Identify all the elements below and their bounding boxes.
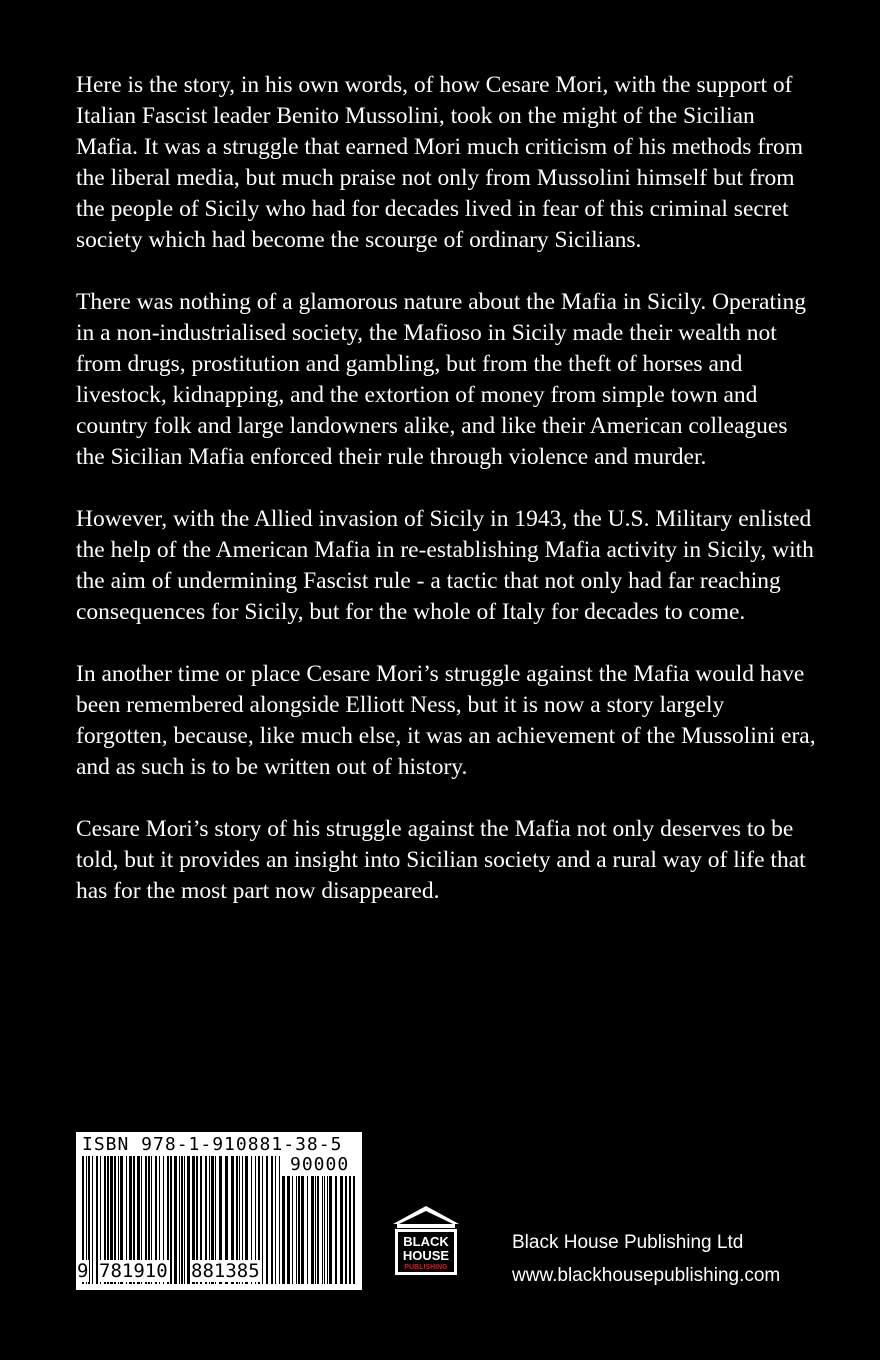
price-code: 90000 xyxy=(290,1154,350,1175)
black-house-logo xyxy=(387,1202,465,1278)
blurb-paragraph: However, with the Allied invasion of Sicily in 1943, the U.S. Military enlisted the help of the American Mafia in re-establishing Mafia activity in Sicily, with the aim of undermining Fascist rule - a tactic that not only had far reaching consequences for Sicily, but for the whole of Italy for decades to come. xyxy=(76,506,814,625)
logo-text-house: HOUSE xyxy=(402,1248,450,1263)
back-cover-blurb xyxy=(76,70,816,938)
ean-digit-first: 9 xyxy=(77,1260,89,1282)
ean-digit-group-1: 781910 xyxy=(99,1260,168,1282)
publisher-info xyxy=(512,1226,780,1292)
ean-digits xyxy=(76,1260,280,1286)
logo-text-black: BLACK xyxy=(403,1234,449,1249)
blurb-paragraph: There was nothing of a glamorous nature about the Mafia in Sicily. Operating in a non-industrialised society, the Mafioso in Sicily made their wealth not from drugs, prostitution and gambling, but from the theft of horses and livestock, kidnapping, and the extortion of money from simple town and country folk and large landowners alike, and like their American colleagues the Sicilian Mafia enforced their rule through violence and murder. xyxy=(76,289,807,470)
blurb-paragraph: In another time or place Cesare Mori’s struggle against the Mafia would have been remembered alongside Elliott Ness, but it is now a story largely forgotten, because, like much else, it was an achievement of the Mussolini era, and as such is to be written out of history. xyxy=(76,661,816,780)
blurb-paragraph: Cesare Mori’s story of his struggle against the Mafia not only deserves to be told, but it provides an insight into Sicilian society and a rural way of life that has for the most part now disappeared. xyxy=(76,816,806,904)
publisher-name: Black House Publishing Ltd xyxy=(512,1232,744,1253)
publisher-url: www.blackhousepublishing.com xyxy=(512,1265,781,1286)
addon-barcode-bars xyxy=(282,1176,356,1284)
isbn-barcode xyxy=(76,1132,362,1290)
isbn-label: ISBN 978-1-910881-38-5 xyxy=(82,1134,343,1155)
logo-text-publishing: PUBLISHING xyxy=(404,1264,448,1271)
blurb-paragraph: Here is the story, in his own words, of how Cesare Mori, with the support of Italian Fascist leader Benito Mussolini, took on the might of the Sicilian Mafia. It was a struggle that earned Mori much criticism of his methods from the liberal media, but much praise not only from Mussolini himself but from the people of Sicily who had for decades lived in fear of this criminal secret society which had become the scourge of ordinary Sicilians. xyxy=(76,72,804,253)
ean-digit-group-2: 881385 xyxy=(191,1260,260,1282)
